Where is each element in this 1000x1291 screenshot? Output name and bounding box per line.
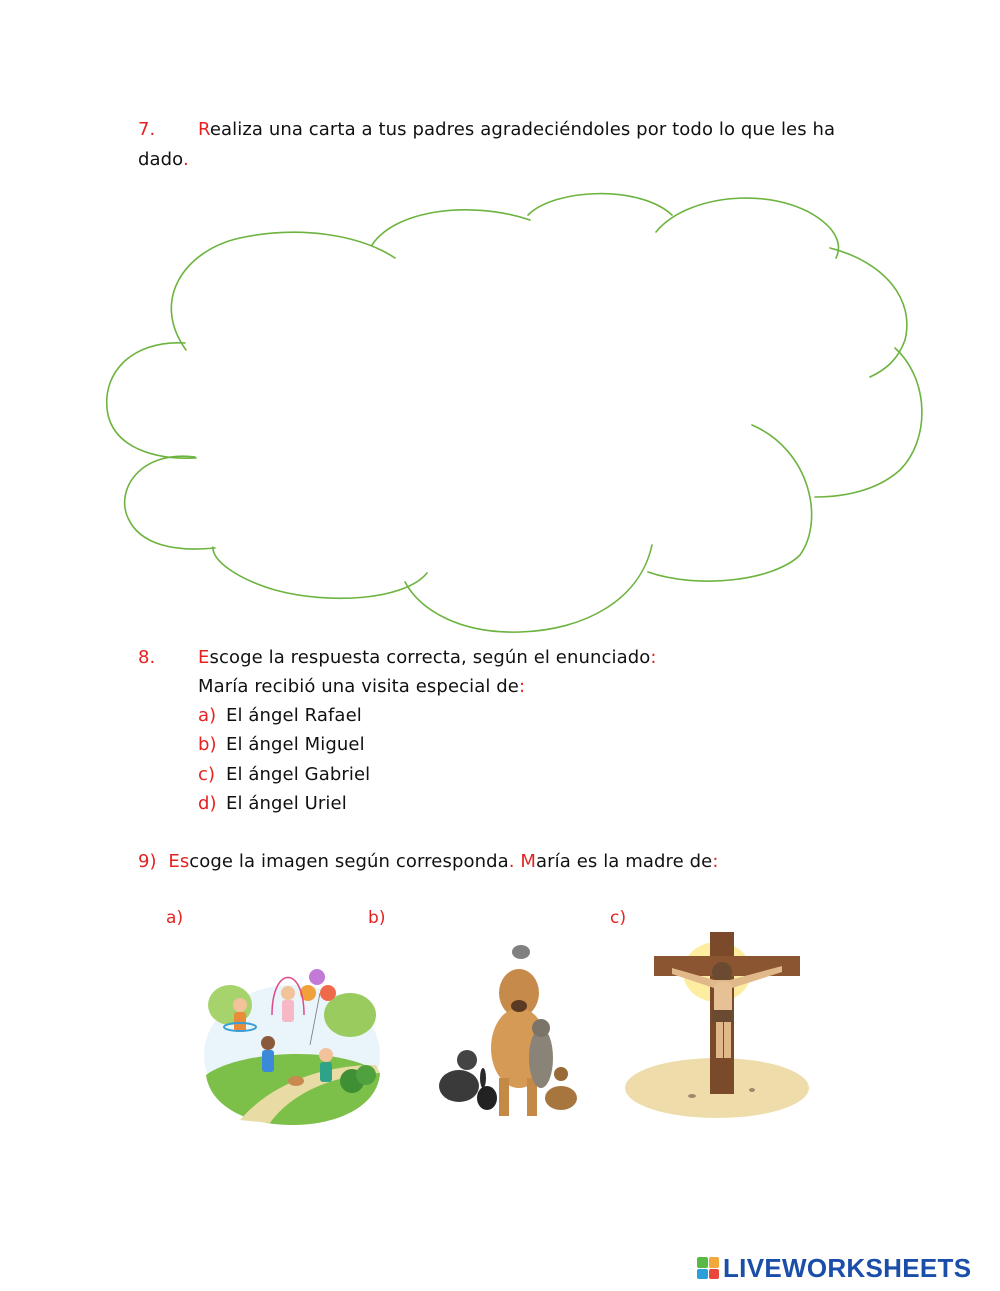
cloud-answer-box[interactable] xyxy=(100,185,930,635)
image-label-a: a) xyxy=(166,908,184,928)
q8-option-d[interactable] xyxy=(198,789,347,818)
q8-subcolon: : xyxy=(518,676,526,697)
q8-text: scoge la respuesta correcta, según el enunciado xyxy=(209,647,651,668)
crucifix-picture[interactable] xyxy=(622,930,812,1120)
option-letter: c) xyxy=(198,764,216,785)
option-letter: a) xyxy=(198,705,217,726)
q8-option-a[interactable] xyxy=(198,701,362,730)
option-text: El ángel Gabriel xyxy=(226,764,371,785)
liveworksheets-brand xyxy=(697,1252,971,1284)
option-text: El ángel Miguel xyxy=(226,734,365,755)
children-park-picture[interactable] xyxy=(200,955,385,1127)
q8-first-letter: E xyxy=(198,647,210,668)
q9-text2: aría es la madre de xyxy=(536,851,713,872)
q7-first-letter: R xyxy=(198,119,210,140)
option-text: El ángel Uriel xyxy=(226,793,347,814)
q7-prompt xyxy=(198,115,835,144)
brand-name: LIVEWORKSHEETS xyxy=(723,1252,972,1283)
image-label-c: c) xyxy=(610,908,627,928)
liveworksheets-logo-icon xyxy=(697,1257,719,1279)
q8-colon: : xyxy=(650,647,657,668)
q7-period: . xyxy=(182,149,189,170)
q8-number: 8. xyxy=(138,647,156,668)
q8-subtext: María recibió una visita especial de xyxy=(198,676,519,697)
option-letter: d) xyxy=(198,793,217,814)
q9-text: coge la imagen según corresponda xyxy=(189,851,509,872)
q8-option-b[interactable] xyxy=(198,730,365,759)
q8-prompt xyxy=(198,643,657,672)
q9-period: . xyxy=(508,851,515,872)
q9-prompt xyxy=(138,847,719,876)
q7-line2-text: dado xyxy=(138,149,183,170)
q9-colon: : xyxy=(712,851,719,872)
option-letter: b) xyxy=(198,734,217,755)
q8-subprompt xyxy=(198,672,525,701)
q9-second-letter: M xyxy=(520,851,537,872)
q9-first-letters: Es xyxy=(168,851,190,872)
pets-picture[interactable] xyxy=(437,938,585,1118)
option-text: El ángel Rafael xyxy=(226,705,362,726)
q7-prompt-line2 xyxy=(138,145,189,174)
q8-option-c[interactable] xyxy=(198,760,370,789)
q7-text: ealiza una carta a tus padres agradeciéndoles por todo lo que les ha xyxy=(209,119,836,140)
image-label-b: b) xyxy=(368,908,386,928)
q7-number: 7. xyxy=(138,119,156,140)
q9-number: 9) xyxy=(138,851,157,872)
